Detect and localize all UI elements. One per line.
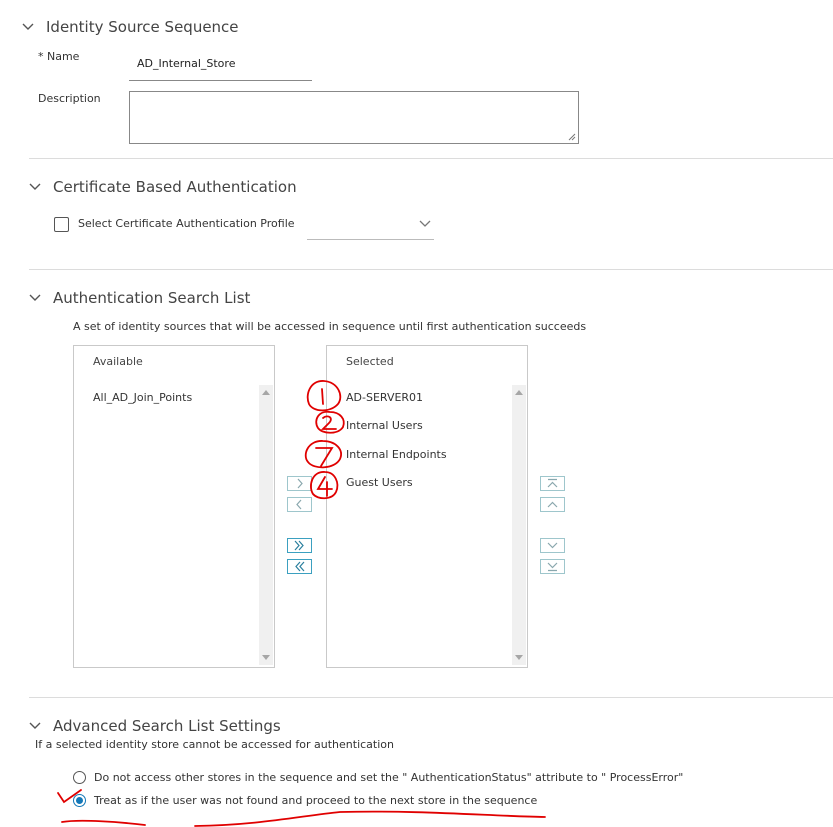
resize-grip-icon[interactable]: [568, 133, 576, 141]
radio-option2-label: Treat as if the user was not found and proceed to the next store in the sequence: [94, 794, 538, 807]
identity-section-header[interactable]: [20, 18, 239, 36]
move-up-button[interactable]: [540, 497, 565, 512]
list-item[interactable]: AD-SERVER01: [346, 391, 424, 404]
radio-treat-user-not-found[interactable]: [73, 794, 86, 807]
divider: [29, 269, 833, 270]
move-all-left-button[interactable]: [287, 559, 312, 574]
cert-section-header[interactable]: [27, 178, 297, 196]
list-item[interactable]: Internal Endpoints: [346, 448, 447, 461]
available-list[interactable]: [73, 345, 275, 668]
cert-profile-label: Select Certificate Authentication Profile: [78, 217, 295, 230]
selected-scrollbar[interactable]: [512, 385, 526, 665]
divider: [29, 697, 833, 698]
chevron-down-icon: [419, 220, 431, 228]
move-down-icon: [541, 539, 564, 552]
move-to-bottom-icon: [541, 560, 564, 573]
selected-list-header: Selected: [346, 355, 394, 368]
auth-search-description: A set of identity sources that will be accessed in sequence until first authentication succeeds: [73, 320, 587, 333]
available-scrollbar[interactable]: [259, 385, 273, 665]
move-left-button[interactable]: [287, 497, 312, 512]
auth-search-section-title: Authentication Search List: [53, 289, 251, 307]
name-input-value: AD_Internal_Store: [137, 57, 236, 70]
list-item[interactable]: Internal Users: [346, 419, 423, 432]
scroll-down-icon[interactable]: [262, 655, 270, 660]
identity-section-title: Identity Source Sequence: [46, 18, 239, 36]
move-all-right-button[interactable]: [287, 538, 312, 553]
description-label: Description: [38, 92, 101, 105]
description-textarea[interactable]: [129, 91, 579, 144]
auth-search-section-header[interactable]: [27, 289, 250, 307]
selected-list[interactable]: [326, 345, 528, 668]
scroll-up-icon[interactable]: [262, 390, 270, 395]
available-list-header: Available: [93, 355, 143, 368]
chevron-left-icon: [288, 498, 311, 511]
advanced-section-header[interactable]: [27, 717, 281, 735]
name-label: * Name: [38, 50, 80, 63]
move-to-top-button[interactable]: [540, 476, 565, 491]
advanced-section-title: Advanced Search List Settings: [53, 717, 281, 735]
move-down-button[interactable]: [540, 538, 565, 553]
chevron-down-icon: [20, 19, 36, 35]
chevron-right-icon: [288, 477, 311, 490]
double-chevron-right-icon: [288, 539, 311, 552]
move-right-button[interactable]: [287, 476, 312, 491]
cert-profile-checkbox[interactable]: [54, 217, 69, 232]
chevron-down-icon: [27, 718, 43, 734]
divider: [29, 158, 833, 159]
list-item[interactable]: Guest Users: [346, 476, 413, 489]
scroll-up-icon[interactable]: [515, 390, 523, 395]
annotation-underline: [195, 812, 545, 826]
chevron-down-icon: [27, 179, 43, 195]
annotation-underline: [62, 821, 145, 825]
move-to-top-icon: [541, 477, 564, 490]
scroll-down-icon[interactable]: [515, 655, 523, 660]
radio-no-access-other-stores[interactable]: [73, 771, 86, 784]
list-item[interactable]: All_AD_Join_Points: [93, 391, 193, 404]
move-up-icon: [541, 498, 564, 511]
chevron-down-icon: [27, 290, 43, 306]
name-input[interactable]: [129, 56, 312, 81]
move-to-bottom-button[interactable]: [540, 559, 565, 574]
cert-profile-select[interactable]: [307, 215, 434, 240]
radio-option1-label: Do not access other stores in the sequence and set the " AuthenticationStatus" attribute to " ProcessError": [94, 771, 684, 784]
cert-section-title: Certificate Based Authentication: [53, 178, 297, 196]
advanced-description: If a selected identity store cannot be accessed for authentication: [35, 738, 394, 751]
double-chevron-left-icon: [288, 560, 311, 573]
